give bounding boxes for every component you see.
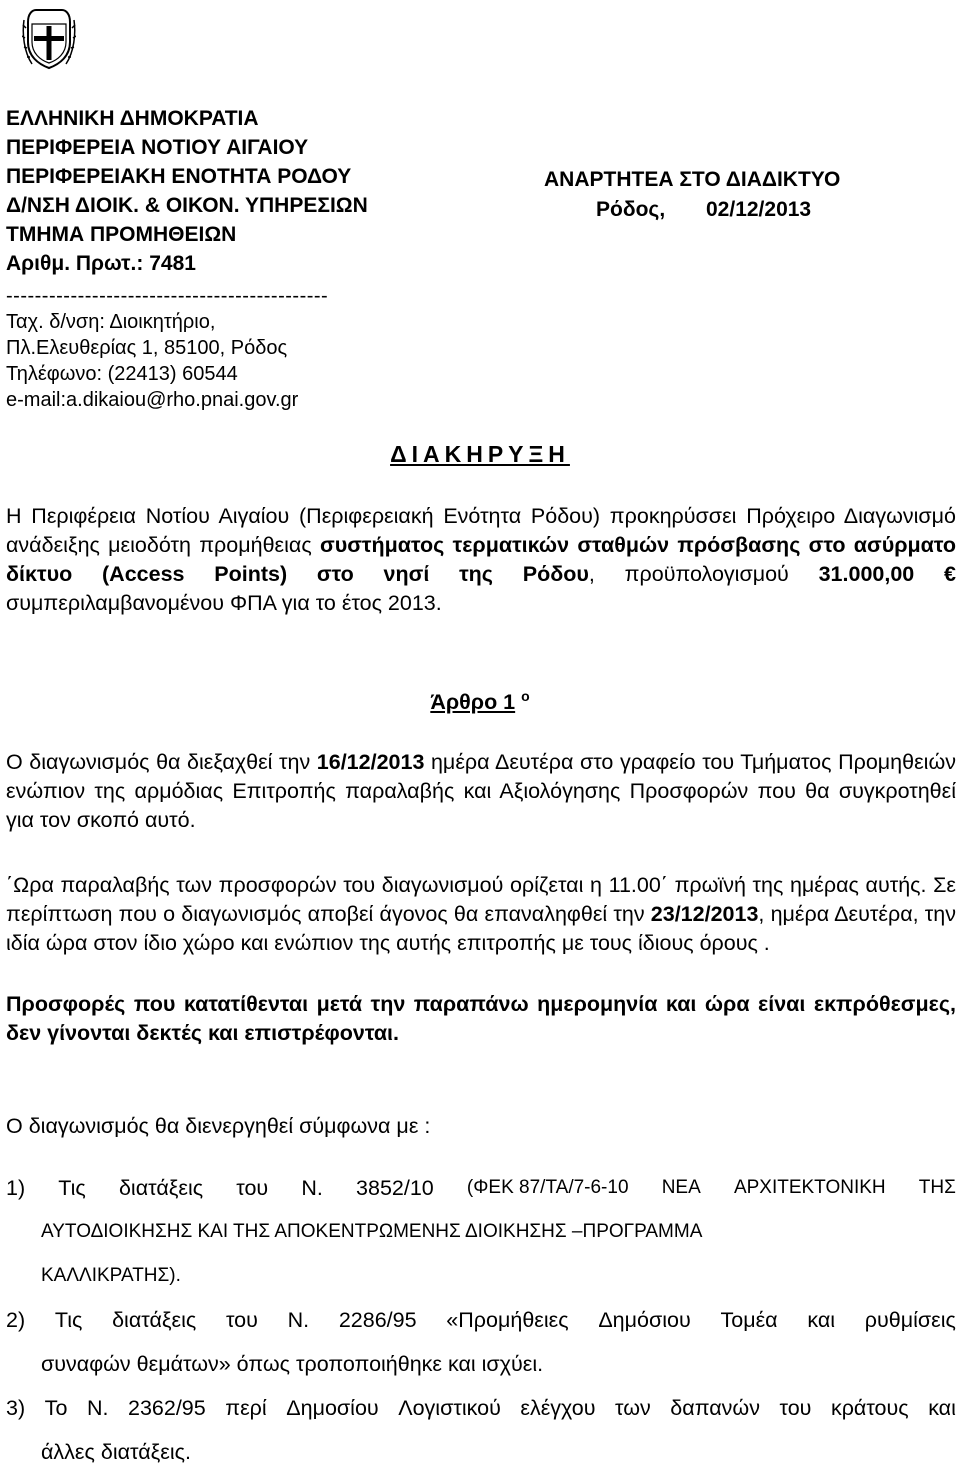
list-word: του xyxy=(779,1396,812,1420)
list-item-first-line xyxy=(6,1166,956,1210)
document-place: Ρόδος, xyxy=(596,198,666,221)
list-word: 3852/10 xyxy=(356,1176,434,1200)
article-label: Άρθρο 1 xyxy=(430,690,516,715)
list-word: και xyxy=(928,1396,956,1420)
list-item xyxy=(6,1386,956,1474)
list-word: ΑΡΧΙΤΕΚΤΟΝΙΚΗ xyxy=(733,1177,886,1198)
list-word: (ΦΕΚ 87/ΤΑ/7-6-10 xyxy=(466,1177,629,1198)
list-word: διατάξεις xyxy=(112,1308,197,1332)
list-word: διατάξεις xyxy=(118,1176,204,1200)
intro-text: συμπεριλαμβανομένου ΦΠΑ για το έτος 2013. xyxy=(6,591,442,615)
protocol-number: Αριθμ. Πρωτ.: 7481 xyxy=(6,252,196,275)
budget-amount: 31.000,00 € xyxy=(818,562,956,586)
list-item-continuation: ΑΥΤΟΔΙΟΙΚΗΣΗΣ ΚΑΙ ΤΗΣ ΑΠΟΚΕΝΤΡΩΜΕΝΗΣ ΔΙΟΙΚΗΣΗΣ –ΠΡΟΓΡΑΜΜΑ xyxy=(41,1221,703,1242)
procurement-subject: συστήματος τερματικών σταθμών πρόσβασης στο ασύρματο δίκτυο (Access Points) στο νησί της Ρόδου xyxy=(6,533,957,586)
intro-text: , προϋπολογισμού xyxy=(588,562,819,586)
list-word: Δημοσίου xyxy=(286,1396,379,1420)
paragraph-receipt-time xyxy=(6,871,956,958)
list-word: των xyxy=(615,1396,651,1420)
list-word: Ν. xyxy=(287,1308,310,1332)
list-word: κράτους xyxy=(830,1396,909,1420)
list-word: ρυθμίσεις xyxy=(864,1308,956,1332)
list-word: ΝΕΑ xyxy=(661,1177,701,1198)
list-word: Τις xyxy=(54,1308,83,1332)
article-ordinal: ο xyxy=(521,688,530,704)
list-word: Λογιστικού xyxy=(398,1396,501,1420)
paragraph-text: ΄Ωρα παραλαβής των προσφορών του διαγωνισμού ορίζεται η 11.00΄ πρωϊνή της ημέρας αυτής. Σε περίπτωση που ο διαγωνισμός αποβεί άγονος θα επαναληφθεί την xyxy=(6,873,956,926)
contact-info xyxy=(6,309,298,413)
separator: --------------------------------------------- xyxy=(6,285,329,307)
repeat-date: 23/12/2013 xyxy=(650,902,759,926)
list-item-first-line xyxy=(6,1298,956,1342)
intro-text: Η Περιφέρεια Νοτίου Αιγαίου (Περιφερειακή Ενότητα Ρόδου) προκηρύσσει Πρόχειρο Διαγωνισμό ανάδειξης μειοδότη προμήθειας xyxy=(6,504,956,557)
contact-address: Ταχ. δ/νση: Διοικητήριο, xyxy=(6,311,216,333)
paragraph-text: , ημέρα Δευτέρα, την ιδία ώρα στον ίδιο χώρο και ενώπιον της αυτής επιτροπής με τους ίδιους όρους . xyxy=(6,902,956,955)
org-line: ΤΜΗΜΑ ΠΡΟΜΗΘΕΙΩΝ xyxy=(6,223,237,246)
list-word: Το xyxy=(44,1396,68,1420)
list-word: δαπανών xyxy=(670,1396,760,1420)
list-word: «Προμήθειες xyxy=(446,1308,569,1332)
list-number: 1) xyxy=(6,1176,26,1200)
late-offers-warning: Προσφορές που κατατίθενται μετά την παραπάνω ημερομηνία και ώρα είναι εκπρόθεσμες, δεν γίνονται δεκτές και επιστρέφονται. xyxy=(6,992,956,1045)
list-item-continuation: ΚΑΛΛΙΚΡΑΤΗΣ). xyxy=(41,1265,181,1286)
list-word: και xyxy=(807,1308,836,1332)
contact-street: Πλ.Ελευθερίας 1, 85100, Ρόδος xyxy=(6,337,288,359)
list-item-continuation: συναφών θεμάτων» όπως τροποποιήθηκε και ισχύει. xyxy=(41,1352,544,1376)
org-line: ΕΛΛΗΝΙΚΗ ΔΗΜΟΚΡΑΤΙΑ xyxy=(6,107,259,130)
list-word: Δημόσιου xyxy=(598,1308,691,1332)
document-date: 02/12/2013 xyxy=(706,198,812,221)
list-item xyxy=(6,1166,956,1298)
org-line: ΠΕΡΙΦΕΡΕΙΑΚΗ ΕΝΟΤΗΤΑ ΡΟΔΟΥ xyxy=(6,165,352,188)
paragraph-text: ημέρα Δευτέρα στο γραφείο του Τμήματος Προμηθειών ενώπιον της αρμόδιας Επιτροπής παραλαβής και Αξιολόγησης Προσφορών που θα συγκροτηθεί για τον σκοπό αυτό. xyxy=(6,750,956,832)
list-word: Τομέα xyxy=(720,1308,778,1332)
list-word: 2286/95 xyxy=(338,1308,417,1332)
list-word: ελέγχου xyxy=(520,1396,596,1420)
list-word: 2362/95 xyxy=(128,1396,206,1420)
list-word: του xyxy=(236,1176,269,1200)
list-word: του xyxy=(225,1308,258,1332)
list-item-first-line xyxy=(6,1386,956,1430)
coat-of-arms-icon xyxy=(22,4,76,72)
list-item-continuation: άλλες διατάξεις. xyxy=(41,1440,191,1464)
document-title: ΔΙΑΚΗΡΥΞΗ xyxy=(390,441,570,467)
publish-notice: ΑΝΑΡΤΗΤΕΑ ΣΤΟ ΔΙΑΔΙΚΤΥΟ xyxy=(544,168,841,191)
org-header xyxy=(6,104,368,278)
paragraph-tender-date xyxy=(6,748,956,835)
legal-basis-intro: Ο διαγωνισμός θα διενεργηθεί σύμφωνα με : xyxy=(6,1114,431,1138)
org-line: ΠΕΡΙΦΕΡΕΙΑ ΝΟΤΙΟΥ ΑΙΓΑΙΟΥ xyxy=(6,136,309,159)
list-word: Ν. xyxy=(86,1396,109,1420)
tender-date: 16/12/2013 xyxy=(316,750,425,774)
intro-paragraph xyxy=(6,502,956,618)
list-number: 3) xyxy=(6,1396,26,1420)
list-word: ΤΗΣ xyxy=(918,1177,956,1198)
paragraph-text: Ο διαγωνισμός θα διεξαχθεί την xyxy=(6,750,317,774)
org-line: Δ/ΝΣΗ ΔΙΟΙΚ. & ΟΙΚΟΝ. ΥΠΗΡΕΣΙΩΝ xyxy=(6,194,368,217)
contact-email: e-mail:a.dikaiou@rho.pnai.gov.gr xyxy=(6,389,299,411)
contact-phone: Τηλέφωνο: (22413) 60544 xyxy=(6,363,238,385)
article-heading xyxy=(0,688,960,715)
list-number: 2) xyxy=(6,1308,26,1332)
list-word: Τις xyxy=(58,1176,86,1200)
list-item xyxy=(6,1298,956,1386)
list-word: Ν. xyxy=(301,1176,323,1200)
list-word: περί xyxy=(225,1396,267,1420)
